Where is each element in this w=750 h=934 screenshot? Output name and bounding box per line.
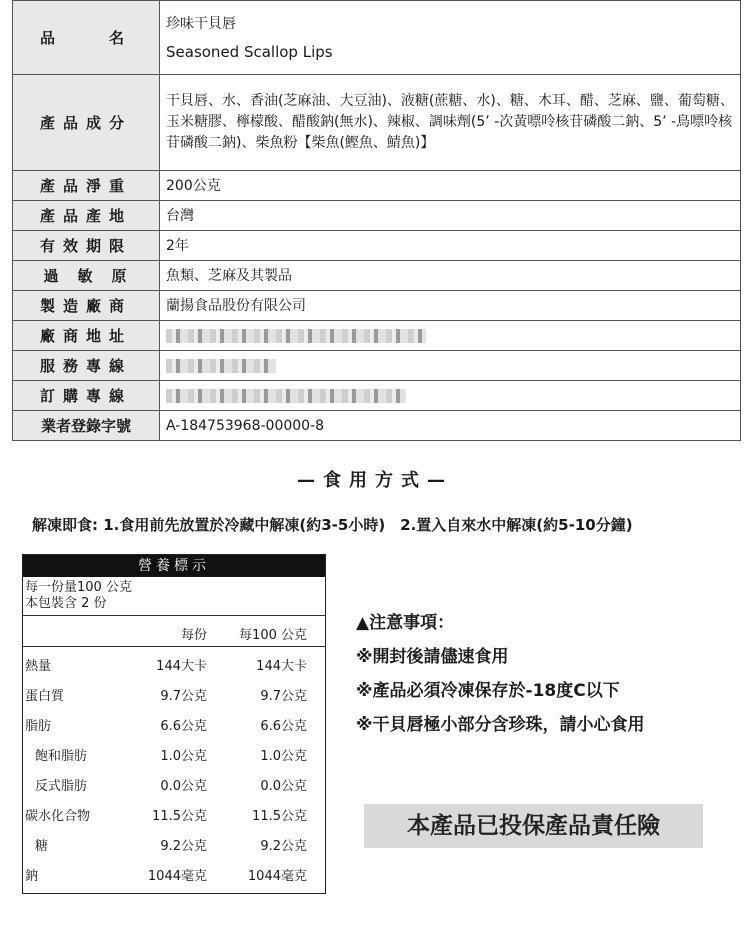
nutrient-per-100g: 9.2公克 [260, 839, 307, 854]
product-name-cn: 珍味干貝唇 [166, 15, 236, 32]
nutrient-per-100g: 9.7公克 [260, 689, 307, 704]
nutrition-row [23, 707, 325, 737]
nutrient-per-100g: 0.0公克 [260, 779, 307, 794]
nutrition-row [23, 677, 325, 707]
nutrition-row [23, 767, 325, 797]
note-item: ※產品必須冷凍保存於-18度C以下 [356, 681, 620, 701]
nutrition-facts-table [22, 554, 326, 894]
nutrient-per-serving: 144大卡 [156, 659, 207, 674]
nutrition-row [23, 797, 325, 827]
nutrition-column-headers [23, 616, 325, 647]
col-per-serving: 每份 [180, 628, 207, 643]
value-product-name [160, 1, 741, 75]
nutrient-per-serving: 1044毫克 [147, 869, 207, 884]
insurance-banner: 本產品已投保產品責任險 [364, 804, 703, 848]
row-manufacturer [13, 291, 741, 321]
notes-title: ▲注意事項： [356, 613, 455, 633]
product-name-en: Seasoned Scallop Lips [166, 42, 333, 61]
row-ingredients [13, 75, 741, 171]
nutrient-per-100g: 144大卡 [256, 659, 307, 674]
nutrition-row [23, 857, 325, 887]
nutrient-per-100g: 1.0公克 [260, 749, 307, 764]
value-shelf-life: 2年 [160, 231, 741, 261]
label-allergen: 過 敏 原 [13, 261, 160, 291]
label-origin: 產品產地 [13, 201, 160, 231]
row-service-line [13, 351, 741, 381]
row-product-name [13, 1, 741, 75]
nutrient-name: 反式脂肪 [35, 779, 88, 794]
label-ingredients: 產品成分 [13, 75, 160, 171]
nutrient-per-serving: 9.7公克 [160, 689, 207, 704]
label-service-line: 服務專線 [13, 351, 160, 381]
label-manufacturer: 製造廠商 [13, 291, 160, 321]
nutrient-name: 熱量 [25, 659, 52, 674]
notes-section [356, 606, 645, 742]
nutrition-title: 營養標示 [23, 555, 325, 577]
row-allergen [13, 261, 741, 291]
nutrition-serving-info [23, 577, 325, 616]
nutrient-per-serving: 0.0公克 [160, 779, 207, 794]
nutrition-row [23, 737, 325, 767]
nutrient-name: 蛋白質 [25, 689, 65, 704]
nutrient-per-serving: 1.0公克 [160, 749, 207, 764]
redacted-service-line [166, 359, 276, 373]
nutrient-name: 飽和脂肪 [35, 749, 88, 764]
col-per-100g: 每100 公克 [239, 628, 307, 643]
row-order-line [13, 381, 741, 411]
note-item: ※干貝唇極小部分含珍珠，請小心食用 [356, 715, 645, 735]
nutrient-name: 脂肪 [25, 719, 52, 734]
value-allergen: 魚類、芝麻及其製品 [160, 261, 741, 291]
redacted-order-line [166, 389, 406, 403]
label-shelf-life: 有效期限 [13, 231, 160, 261]
label-net-weight: 產品淨重 [13, 171, 160, 201]
product-info-table [12, 0, 741, 441]
note-item: ※開封後請儘速食用 [356, 647, 509, 667]
value-net-weight: 200公克 [160, 171, 741, 201]
value-order-line-redacted [160, 381, 741, 411]
value-origin: 台灣 [160, 201, 741, 231]
usage-title: —食用方式— [297, 470, 453, 491]
value-service-line-redacted [160, 351, 741, 381]
value-ingredients: 干貝唇、水、香油(芝麻油、大豆油)、液糖(蔗糖、水)、糖、木耳、醋、芝麻、鹽、葡萄糖、玉米糖膠、檸檬酸、醋酸鈉(無水)、辣椒、調味劑(5’ -次黃嘌呤核苷磷酸二鈉、5’ -鳥嘌呤核苷磷酸二鈉)、柴魚粉【柴魚(鰹魚、鯖魚)】 [160, 75, 741, 171]
row-origin [13, 201, 741, 231]
nutrient-per-serving: 6.6公克 [160, 719, 207, 734]
nutrition-row [23, 647, 325, 677]
nutrient-name: 糖 [35, 839, 49, 854]
nutrient-name: 鈉 [25, 869, 39, 884]
row-address [13, 321, 741, 351]
usage-instructions: 解凍即食: 1.食用前先放置於冷藏中解凍(約3-5小時) 2.置入自來水中解凍(約5-10分鐘) [32, 516, 633, 534]
nutrition-row [23, 827, 325, 857]
nutrient-per-serving: 9.2公克 [160, 839, 207, 854]
serving-size: 每一份量100 公克 [25, 580, 132, 595]
nutrient-per-100g: 1044毫克 [247, 869, 307, 884]
row-net-weight [13, 171, 741, 201]
value-manufacturer: 蘭揚食品股份有限公司 [160, 291, 741, 321]
nutrient-per-serving: 11.5公克 [152, 809, 207, 824]
label-product-name: 品 名 [13, 1, 160, 75]
label-registration: 業者登錄字號 [13, 411, 160, 441]
value-address-redacted [160, 321, 741, 351]
label-order-line: 訂購專線 [13, 381, 160, 411]
label-address: 廠商地址 [13, 321, 160, 351]
redacted-address [166, 329, 426, 343]
row-shelf-life [13, 231, 741, 261]
value-registration: A-184753968-00000-8 [160, 411, 741, 441]
nutrient-per-100g: 6.6公克 [260, 719, 307, 734]
servings-per-package: 本包裝含 2 份 [25, 596, 107, 611]
nutrient-name: 碳水化合物 [25, 809, 91, 824]
nutrient-per-100g: 11.5公克 [252, 809, 307, 824]
row-registration [13, 411, 741, 441]
